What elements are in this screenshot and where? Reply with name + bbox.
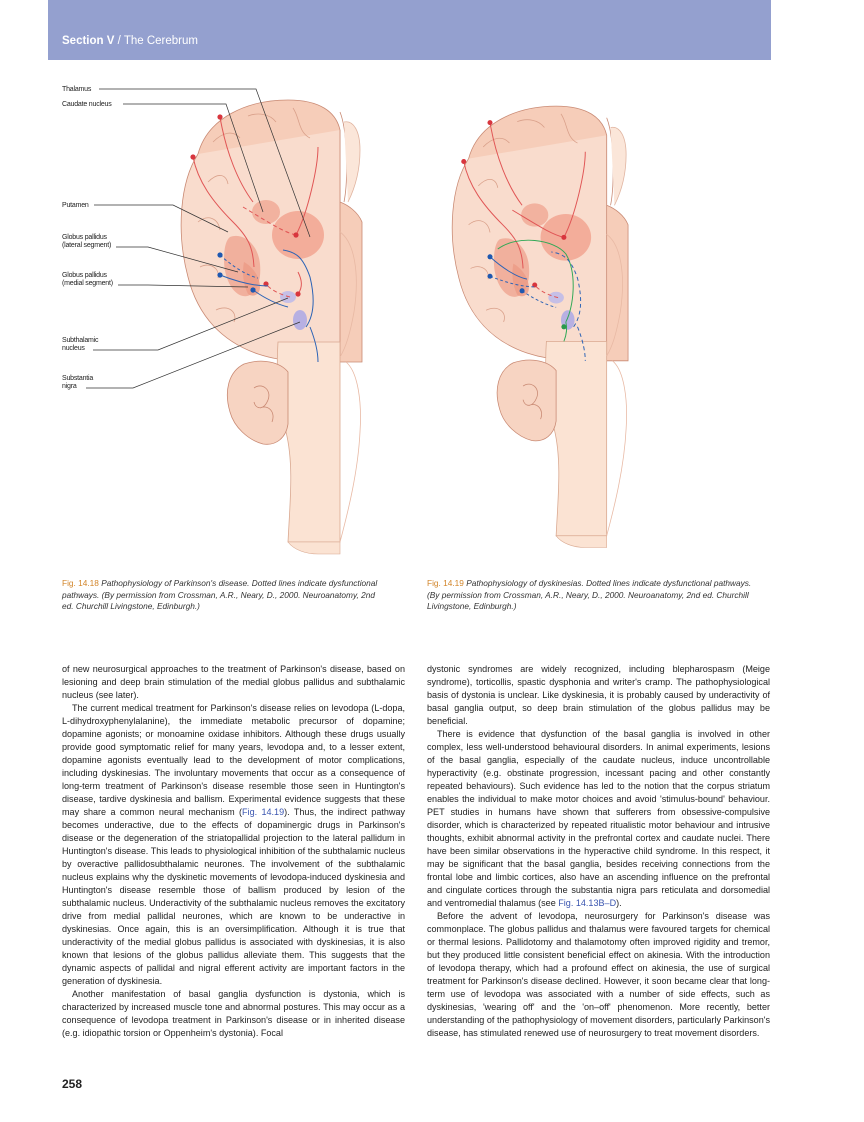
label-gp-lateral-line1: Globus pallidus — [62, 234, 107, 241]
figure-14-18 — [48, 72, 408, 567]
label-subthalamic-nucleus — [62, 337, 98, 353]
figure-number: Fig. 14.18 — [62, 578, 99, 588]
label-caudate-nucleus: Caudate nucleus — [62, 101, 112, 108]
paragraph-text: ). — [616, 898, 622, 908]
caption-text: Pathophysiology of Parkinson's disease. Dotted lines indicate dysfunctional pathways. (By permission from Crossman, A.R., Neary, D., 2000. Neuroanatomy, 2nd ed. Churchill Livingstone, Edinburgh.) — [62, 578, 378, 612]
label-globus-pallidus-lateral — [62, 234, 111, 250]
paragraph-text: ). Thus, the indirect pathway becomes underactive, due to the effects of dopaminergic drugs in Parkinson's disease or the degeneration of the striatopallidal projection to the lateral pallidum in Huntington's disease. This leads to physiological inhibition of the subthalamic nucleus by overactive pallidosubthalamic neurones. The involvement of the subthalamic nucleus explains why the dyskinetic movements of levodopa-induced dyskinesia and Huntington's disease resemble those of ballism produced by lesion of the subthalamic nucleus. Underactivity of the subthalamic nucleus removes the excitatory drive from medial pallidal neurones, which are known to be underactive in dyskinesias. Once again, this is an oversimplification. Although it is true that underactivity of the medial globus pallidus is associated with dyskinesias, it is also known that lesions of the globus pallidus alleviate them. This suggests that the dynamic aspects of pallidal and nigral efferent activity are important factors in the generation of dyskinesia. — [62, 807, 405, 986]
figure-reference-link[interactable]: Fig. 14.13B–D — [558, 898, 617, 908]
body-column-right — [427, 663, 770, 1040]
label-subthalamic-line2: nucleus — [62, 345, 85, 352]
paragraph: of new neurosurgical approaches to the treatment of Parkinson's disease, based on lesioning and deep brain stimulation of the medial globus pallidus and subthalamic nucleus (see later). — [62, 664, 405, 700]
caption-text: Pathophysiology of dyskinesias. Dotted lines indicate dysfunctional pathways. (By permission from Crossman, A.R., Neary, D., 2000. Neuroanatomy, 2nd ed. Churchill Livingstone, Edinburgh.) — [427, 578, 752, 612]
paragraph: Before the advent of levodopa, neurosurgery for Parkinson's disease was commonplace. The globus pallidus and thalamus were favoured targets for chemical or thermal lesions. Pallidotomy and thalamotomy often improved rigidity and tremor, but they produced little consistent beneficial effect on akinesia. With the introduction of levodopa therapy, which had a profound effect on akinesia, the use of surgical treatment for Parkinson's disease declined. However, it soon became clear that long-term use of levodopa was associated with a number of side effects, such as dyskinesias, 'wearing off' and the 'on–off' phenomenon. More recently, better understanding of the pathophysiology of movement disorders, particularly Parkinson's disease, has stimulated renewed use of neurosurgery to treat movement disorders. — [427, 911, 770, 1038]
section-number: Section V — [62, 35, 115, 47]
label-gp-lateral-line2: (lateral segment) — [62, 242, 112, 249]
label-subthalamic-line1: Subthalamic — [62, 337, 99, 344]
figure-caption-14-19 — [427, 578, 762, 613]
figure-reference-link[interactable]: Fig. 14.19 — [242, 807, 285, 817]
paragraph: dystonic syndromes are widely recognized, including blepharospasm (Meige syndrome), torticollis, spastic dysphonia and writer's cramp. The pathophysiological basis of dystonia is unclear. Like dyskinesia, it is probably caused by underactivity of basal ganglia output, so deep brain stimulation of the globus pallidus may be beneficial. — [427, 664, 770, 726]
paragraph-text: The current medical treatment for Parkinson's disease relies on levodopa (L-dopa, L-dihydroxyphenylalanine), the immediate metabolic precursor of dopamine; dopamine agonists; or monoamine oxidase inhibitors. Although these drugs usually provide good symptomatic relief for many years, levodopa and, to a lesser extent, dopamine agonists eventually lead to the development of motor complications, including dyskinesias. The involuntary movements that occur as a consequence of long-term treatment of Parkinson's disease resemble those seen in Huntington's disease, tardive dyskinesia and ballism. Experimental evidence suggests that these may share a common neural mechanism ( — [62, 703, 405, 817]
label-putamen: Putamen — [62, 202, 89, 209]
label-substantia-line2: nigra — [62, 383, 77, 390]
paragraph — [427, 728, 770, 910]
section-separator: / — [117, 35, 121, 47]
figure-number: Fig. 14.19 — [427, 578, 464, 588]
figure-caption-14-18 — [62, 578, 382, 613]
section-title — [62, 35, 198, 47]
section-header — [48, 0, 771, 60]
label-globus-pallidus-medial — [62, 272, 113, 288]
paragraph-text: There is evidence that dysfunction of the basal ganglia is involved in other complex, less well-understood behavioural disorders. In animal experiments, lesions of the basal ganglia, especially of the caudate nucleus, induce uncontrollable hyperactivity (e.g. obstinate progression, incessant pacing and other constantly repeated behaviours). Such evidence has led to the notion that the corpus striatum enables the individual to make motor choices and avoid 'stimulus-bound' behaviour. PET studies in humans have shown that sufferers from obsessive-compulsive disorder, which is characterized by repeated ritualistic motor behaviour and intrusive thoughts, exhibit abnormal activity in the prefrontal cortex and caudate nuclei. There have been similar observations in the hyperactive child syndrome. In this respect, it may be significant that the basal ganglia, besides receiving connections from the frontal lobe and limbic cortices, also have an ascending influence on the prefrontal and cingulate cortices through the substantia nigra pars reticulata and dorsomedial and ventromedial thalamus (see — [427, 729, 770, 908]
label-substantia-nigra — [62, 375, 93, 391]
chapter-title: The Cerebrum — [123, 35, 198, 47]
label-gp-medial-line2: (medial segment) — [62, 280, 113, 287]
figure-14-19 — [420, 72, 770, 567]
label-gp-medial-line1: Globus pallidus — [62, 272, 107, 279]
paragraph: Another manifestation of basal ganglia dysfunction is dystonia, which is characterized by increased muscle tone and abnormal postures. This may occur as a consequence of levodopa treatment in Parkinson's disease or in inherited disease (e.g. idiopathic torsion or Oppenheim's dystonia). Focal — [62, 989, 405, 1038]
page-number: 258 — [62, 1077, 83, 1091]
label-thalamus: Thalamus — [62, 86, 92, 93]
paragraph — [62, 702, 405, 988]
label-substantia-line1: Substantia — [62, 375, 94, 382]
brain-diagram-parkinsons — [48, 72, 408, 567]
brain-diagram-dyskinesias — [420, 72, 770, 567]
body-column-left — [62, 663, 405, 1040]
